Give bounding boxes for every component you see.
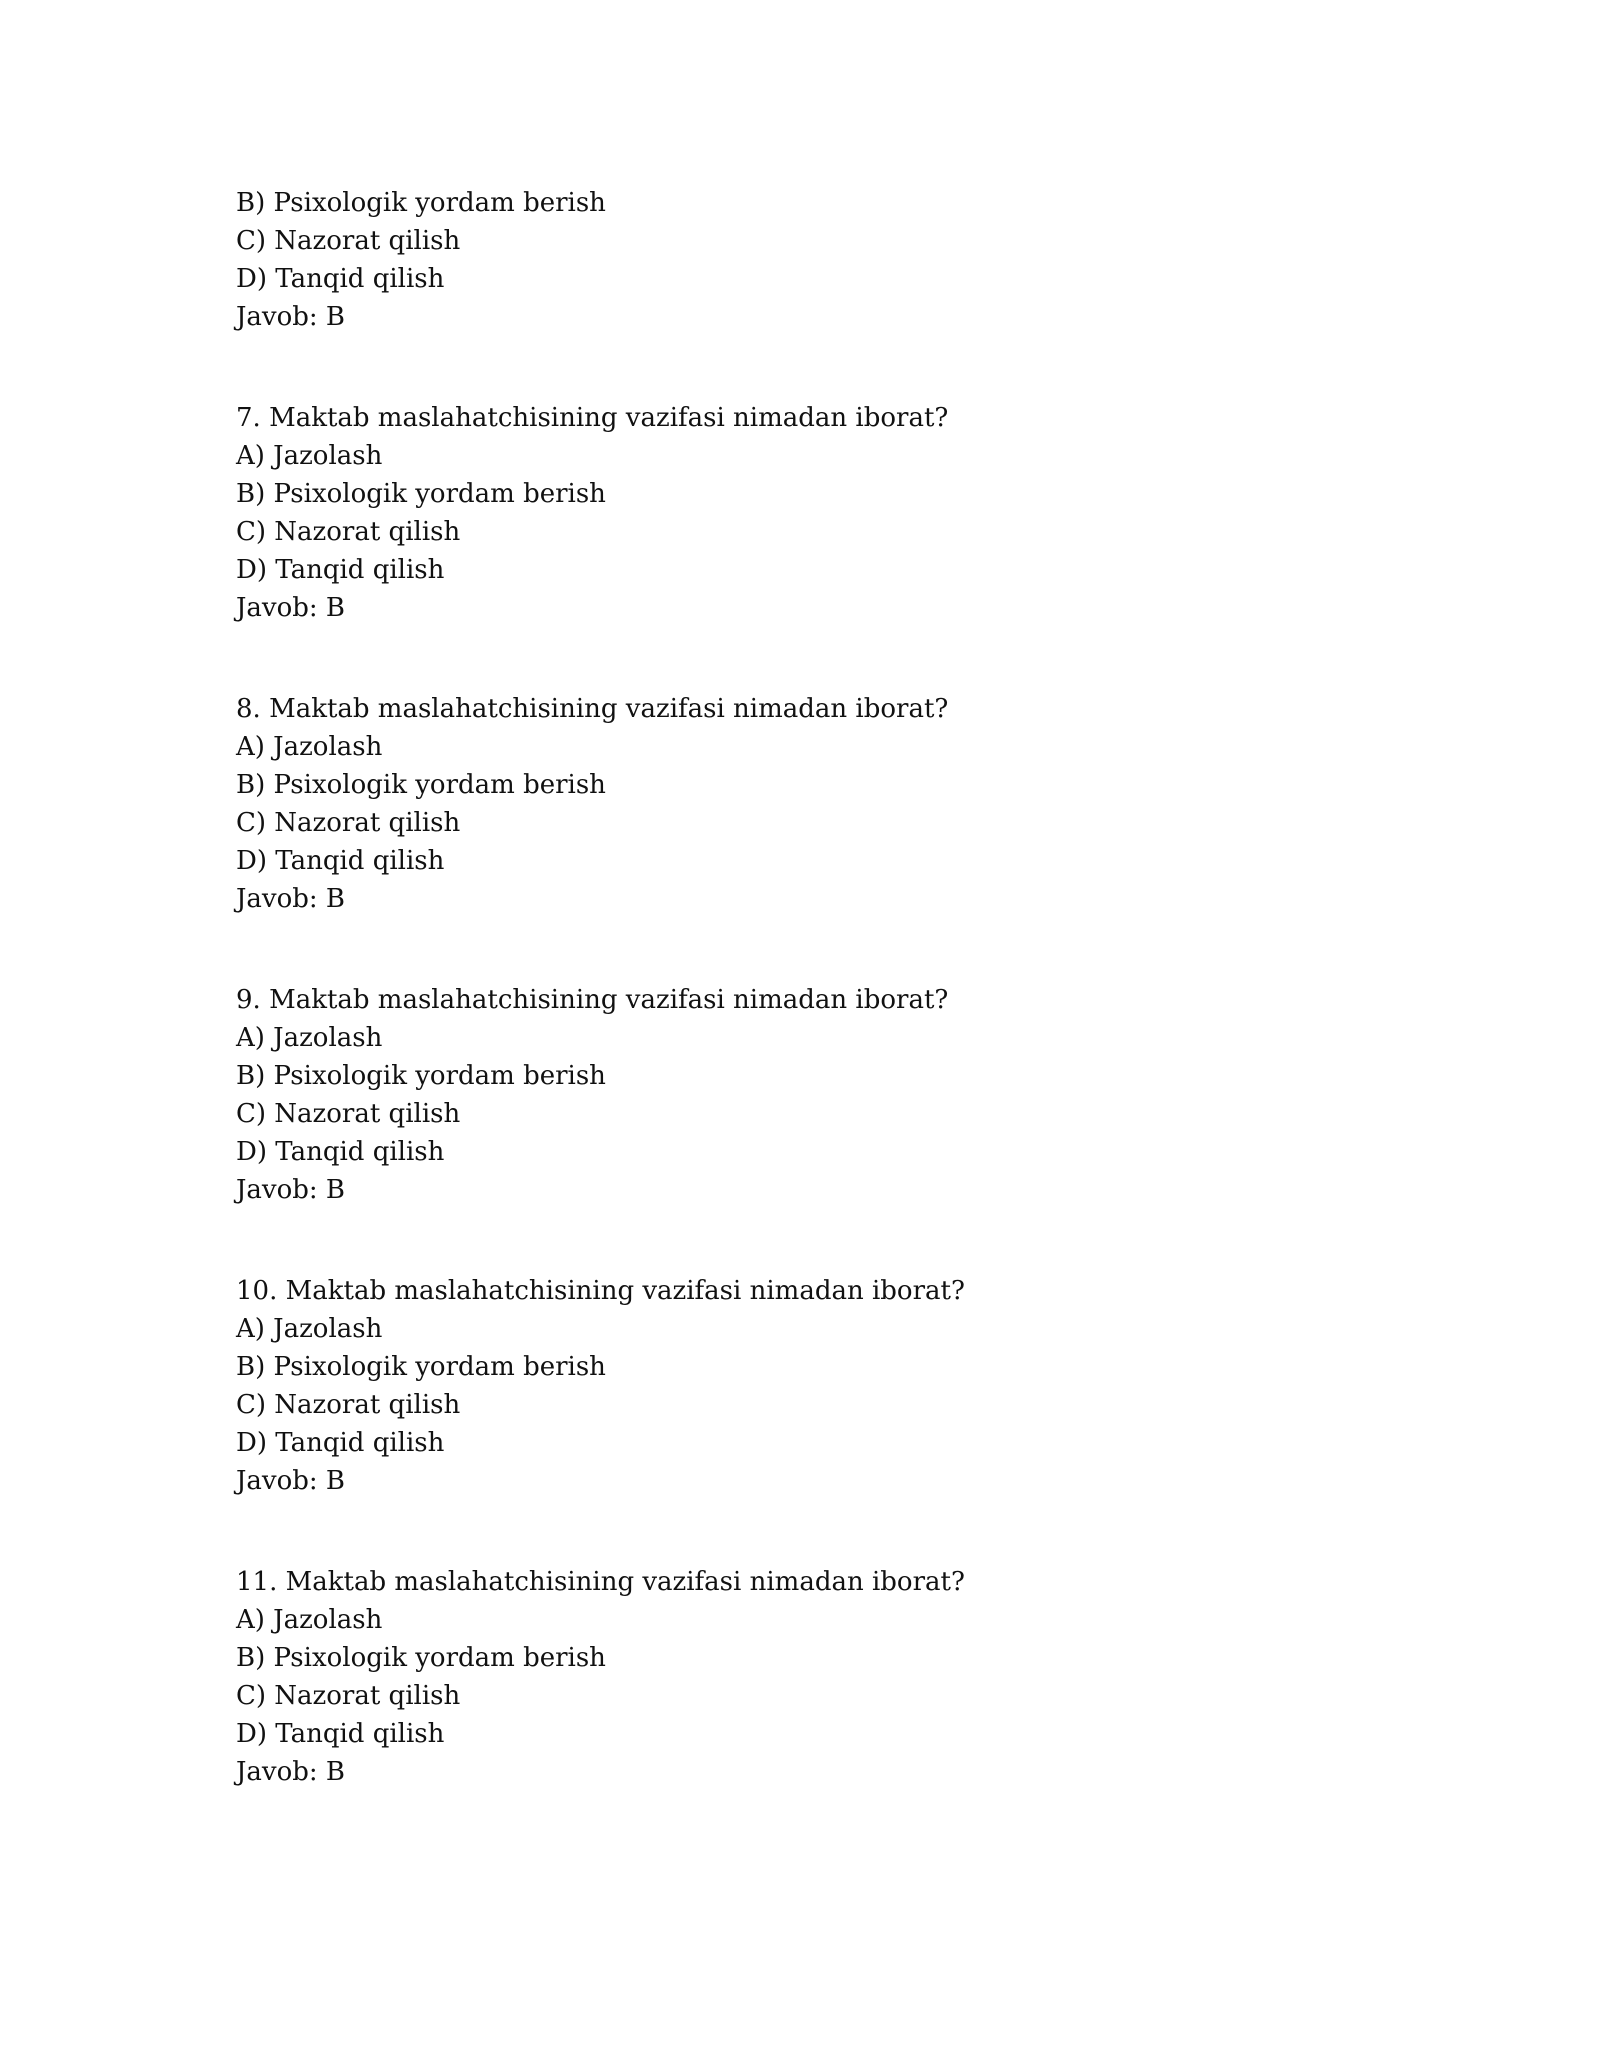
question-block-10 (236, 1272, 1436, 1500)
question-block-9 (236, 981, 1436, 1209)
answer-line: Javob: B (236, 1466, 346, 1496)
question-text: 8. Maktab maslahatchisining vazifasi nimadan iborat? (236, 694, 949, 724)
option-a: A) Jazolash (236, 1605, 383, 1635)
option-c: C) Nazorat qilish (236, 1390, 461, 1420)
option-b: B) Psixologik yordam berish (236, 770, 606, 800)
option-d: D) Tanqid qilish (236, 264, 445, 294)
option-a: A) Jazolash (236, 732, 383, 762)
option-d: D) Tanqid qilish (236, 1137, 445, 1167)
option-d: D) Tanqid qilish (236, 846, 445, 876)
option-c: C) Nazorat qilish (236, 226, 461, 256)
option-c: C) Nazorat qilish (236, 808, 461, 838)
question-text: 9. Maktab maslahatchisining vazifasi nimadan iborat? (236, 985, 949, 1015)
document-content (236, 184, 1436, 1791)
option-a: A) Jazolash (236, 1023, 383, 1053)
question-block-8 (236, 690, 1436, 918)
option-b: B) Psixologik yordam berish (236, 479, 606, 509)
question-block-continued (236, 184, 1436, 336)
option-c: C) Nazorat qilish (236, 1681, 461, 1711)
question-text: 10. Maktab maslahatchisining vazifasi nimadan iborat? (236, 1276, 965, 1306)
option-d: D) Tanqid qilish (236, 555, 445, 585)
option-b: B) Psixologik yordam berish (236, 1061, 606, 1091)
option-d: D) Tanqid qilish (236, 1428, 445, 1458)
option-c: C) Nazorat qilish (236, 1099, 461, 1129)
option-c: C) Nazorat qilish (236, 517, 461, 547)
answer-line: Javob: B (236, 593, 346, 623)
answer-line: Javob: B (236, 1757, 346, 1787)
option-b: B) Psixologik yordam berish (236, 1352, 606, 1382)
option-a: A) Jazolash (236, 441, 383, 471)
option-b: B) Psixologik yordam berish (236, 1643, 606, 1673)
answer-line: Javob: B (236, 302, 346, 332)
question-block-11 (236, 1563, 1436, 1791)
option-d: D) Tanqid qilish (236, 1719, 445, 1749)
answer-line: Javob: B (236, 1175, 346, 1205)
option-b: B) Psixologik yordam berish (236, 188, 606, 218)
question-text: 11. Maktab maslahatchisining vazifasi nimadan iborat? (236, 1567, 965, 1597)
option-a: A) Jazolash (236, 1314, 383, 1344)
question-block-7 (236, 399, 1436, 627)
question-text: 7. Maktab maslahatchisining vazifasi nimadan iborat? (236, 403, 949, 433)
answer-line: Javob: B (236, 884, 346, 914)
